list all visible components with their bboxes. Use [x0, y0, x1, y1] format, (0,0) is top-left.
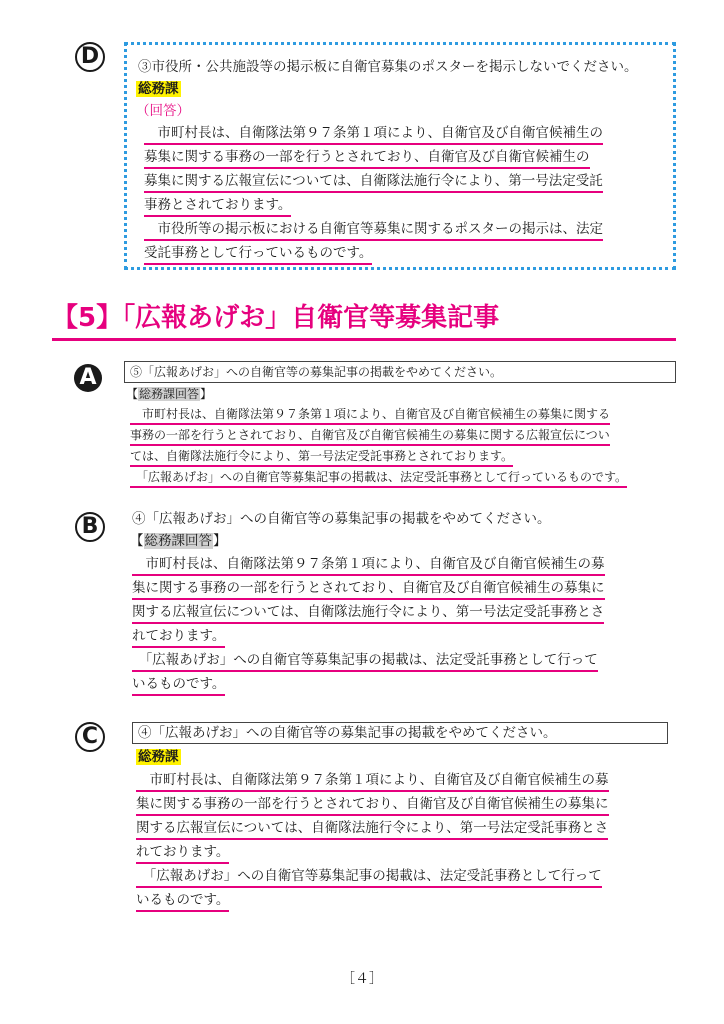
section-d-dept-label: 総務課 [138, 81, 179, 97]
bracket-open: 【 [130, 533, 144, 549]
section-d-line [144, 148, 590, 169]
section-d-line [144, 172, 603, 193]
section-c-line-text: 関する広報宣伝については、自衛隊法施行令により、第一号法定受託事務とさ [136, 819, 608, 840]
section-c-line-text: 市町村長は、自衛隊法第９７条第１項により、自衛官及び自衛官候補生の募 [136, 771, 609, 792]
section-d-badge: D [75, 42, 105, 72]
section-c-line-text: 集に関する事務の一部を行うとされており、自衛官及び自衛官候補生の募集に [136, 795, 609, 816]
section-c-dept [136, 748, 181, 766]
section-d-line-text: 市町村長は、自衛隊法第９７条第１項により、自衛官及び自衛官候補生の [144, 124, 603, 145]
section-a-line [130, 469, 627, 488]
page-number: ［４］ [341, 971, 383, 987]
section-a-line-text: 「広報あげお」への自衛官等募集記事の掲載は、法定受託事務として行っているものです。 [130, 469, 627, 488]
section-c-line [136, 843, 229, 864]
bracket-close: 】 [200, 387, 213, 401]
section-a-line-text: ては、自衛隊法施行令により、第一号法定受託事務とされております。 [130, 448, 513, 467]
section-d-line-text: 募集に関する広報宣伝については、自衛隊法施行令により、第一号法定受託 [144, 172, 603, 193]
section-b-dept-label: 総務課回答 [144, 533, 212, 549]
section-d-line-text: 事務とされております。 [144, 196, 291, 217]
section-c-line [136, 795, 609, 816]
bracket-open: 【 [126, 387, 139, 401]
section-c-line-text: いるものです。 [136, 891, 229, 912]
section-b-dept [130, 532, 227, 550]
section-b-line-text: れております。 [132, 627, 225, 648]
section-c-line-text: れております。 [136, 843, 229, 864]
section-c-dept-label: 総務課 [138, 749, 179, 765]
section-c-line [136, 771, 609, 792]
section-b-line [132, 675, 225, 696]
section-a-line [130, 406, 610, 425]
section-d-question: ③市役所・公共施設等の掲示板に自衛官募集のポスターを掲示しないでください。 [138, 59, 638, 75]
section-d-line-text: 市役所等の掲示板における自衛官等募集に関するポスターの掲示は、法定 [144, 220, 603, 241]
section-c-line-text: 「広報あげお」への自衛官等募集記事の掲載は、法定受託事務として行って [136, 867, 602, 888]
section-c-badge: C [75, 722, 105, 752]
section-a-question: ⑤「広報あげお」への自衛官等の募集記事の掲載をやめてください。 [130, 365, 503, 379]
section-d-line-text: 受託事務として行っているものです。 [144, 244, 372, 265]
section-d-line [144, 196, 291, 217]
section-d-dept [136, 80, 181, 98]
section-b-line [132, 603, 604, 624]
section-b-line [132, 579, 605, 600]
section-b-line [132, 627, 225, 648]
section-b-badge: B [75, 512, 105, 542]
section-c-line [136, 819, 608, 840]
section-a-line-text: 事務の一部を行うとされており、自衛官及び自衛官候補生の募集に関する広報宣伝につい [130, 427, 610, 446]
section-c-line [136, 867, 602, 888]
section-a-dept [126, 386, 212, 402]
section-d-line-text: 募集に関する事務の一部を行うとされており、自衛官及び自衛官候補生の [144, 148, 590, 169]
section-b-line-text: 集に関する事務の一部を行うとされており、自衛官及び自衛官候補生の募集に [132, 579, 605, 600]
section-c-line [136, 891, 229, 912]
section-a-line [130, 427, 610, 446]
section-c-question: ④「広報あげお」への自衛官等の募集記事の掲載をやめてください。 [138, 725, 557, 741]
section-heading: 【5】「広報あげお」自衛官等募集記事 [52, 303, 500, 333]
section-d-line [144, 124, 603, 145]
section-d-line [144, 220, 603, 241]
bracket-close: 】 [213, 533, 227, 549]
section-b-line-text: 「広報あげお」への自衛官等募集記事の掲載は、法定受託事務として行って [132, 651, 598, 672]
section-b-line-text: 関する広報宣伝については、自衛隊法施行令により、第一号法定受託事務とさ [132, 603, 604, 624]
section-b-line-text: 市町村長は、自衛隊法第９７条第１項により、自衛官及び自衛官候補生の募 [132, 555, 605, 576]
section-a-badge: A [74, 364, 102, 392]
section-d-answer-label: （回答） [136, 103, 190, 119]
heading-underline [52, 338, 676, 341]
section-b-line-text: いるものです。 [132, 675, 225, 696]
section-b-line [132, 555, 605, 576]
section-a-dept-label: 総務課回答 [139, 387, 200, 401]
section-a-line [130, 448, 513, 467]
section-b-question: ④「広報あげお」への自衛官等の募集記事の掲載をやめてください。 [132, 511, 551, 527]
section-b-line [132, 651, 598, 672]
section-d-line [144, 244, 372, 265]
section-a-line-text: 市町村長は、自衛隊法第９７条第１項により、自衛官及び自衛官候補生の募集に関する [130, 406, 610, 425]
